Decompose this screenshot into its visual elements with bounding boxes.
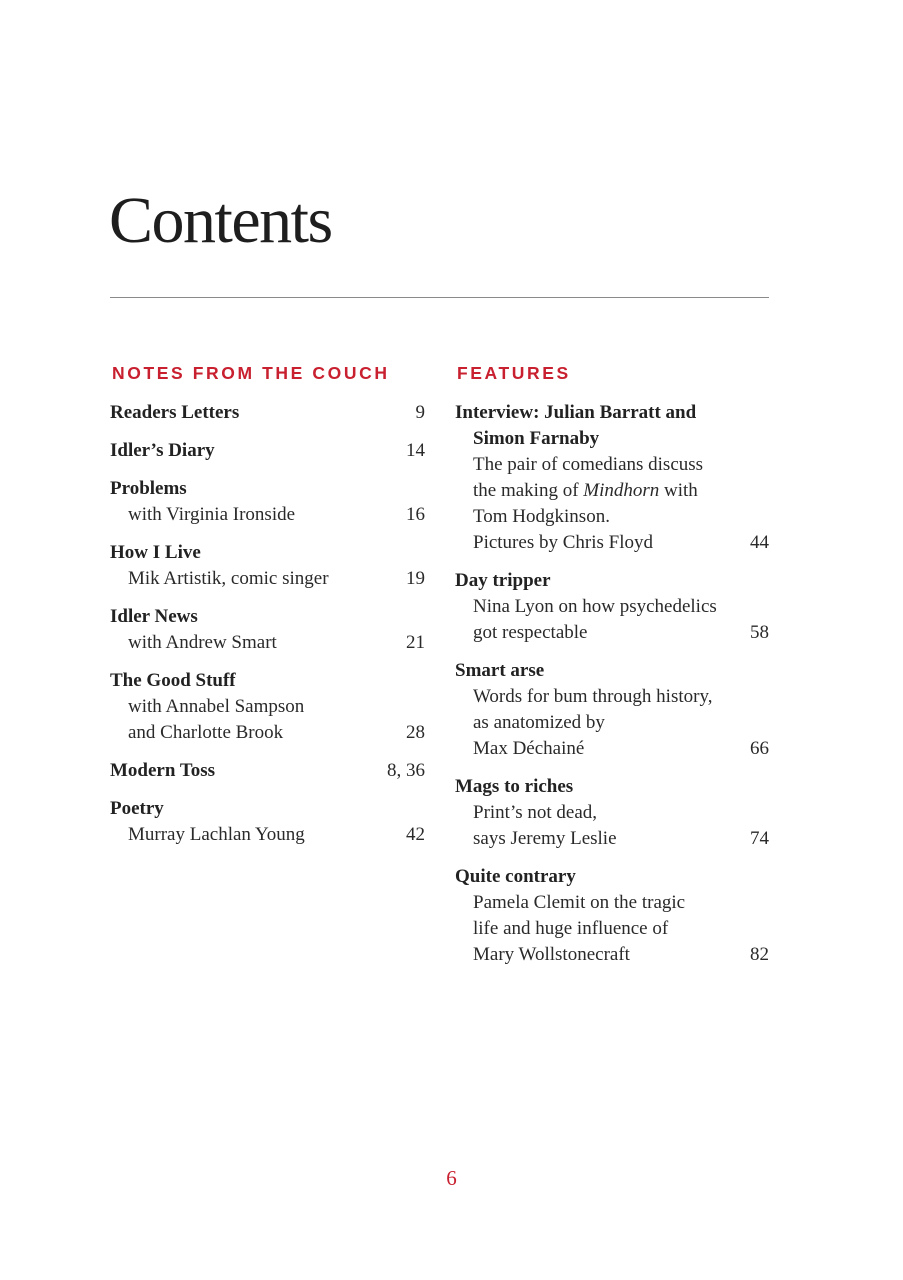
toc-entry[interactable]: [110, 438, 425, 464]
entry-description: The pair of comedians discuss: [473, 454, 704, 475]
entry-title: Problems: [110, 478, 187, 499]
page-number: 8, 36: [387, 760, 425, 781]
entry-title: The Good Stuff: [110, 670, 236, 691]
page-number: 82: [750, 944, 769, 965]
toc-entry[interactable]: [455, 864, 769, 968]
page-number: 74: [750, 828, 769, 849]
toc-entry[interactable]: [110, 796, 425, 848]
entry-title: How I Live: [110, 542, 201, 563]
page-number: 21: [406, 632, 425, 653]
entry-title: Interview: Julian Barratt and: [455, 402, 697, 423]
film-title: Mindhorn: [583, 480, 660, 501]
entry-description: Pictures by Chris Floyd: [473, 532, 653, 553]
toc-entry[interactable]: [110, 758, 425, 784]
page-title: Contents: [109, 184, 332, 257]
toc-entry[interactable]: [455, 658, 769, 762]
page-number: 42: [406, 824, 425, 845]
entry-title: Poetry: [110, 798, 164, 819]
entry-description: Nina Lyon on how psychedelics: [473, 596, 717, 617]
toc-entry[interactable]: [110, 604, 425, 656]
notes-column: [110, 362, 425, 860]
toc-entry[interactable]: [110, 668, 425, 746]
entry-title-continued: Simon Farnaby: [473, 428, 600, 449]
page-number: 28: [406, 722, 425, 743]
entry-description: Mik Artistik, comic singer: [128, 568, 329, 589]
page-number: 19: [406, 568, 425, 589]
toc-entry[interactable]: [455, 568, 769, 646]
entry-description: with Virginia Ironside: [128, 504, 296, 525]
entry-title: Mags to riches: [455, 776, 574, 797]
toc-entry[interactable]: [110, 400, 425, 426]
title-divider: [110, 297, 769, 298]
page-number: 14: [406, 440, 425, 461]
entry-description: with Annabel Sampson: [128, 696, 305, 717]
entry-description: Mary Wollstonecraft: [473, 944, 630, 965]
entry-description: got respectable: [473, 622, 588, 643]
entry-title: Modern Toss: [110, 760, 216, 781]
entry-description: [455, 478, 769, 504]
features-column: [455, 362, 769, 980]
entry-description: and Charlotte Brook: [128, 722, 284, 743]
entry-description: Print’s not dead,: [473, 802, 598, 823]
entry-description: Max Déchainé: [473, 738, 585, 759]
entry-description: says Jeremy Leslie: [473, 828, 617, 849]
toc-entry[interactable]: [110, 476, 425, 528]
entry-title: Idler News: [110, 606, 198, 627]
page-number: 66: [750, 738, 769, 759]
entry-description: Tom Hodgkinson.: [473, 506, 610, 527]
page-number: 58: [750, 622, 769, 643]
page-number: 16: [406, 504, 425, 525]
entry-description: life and huge influence of: [473, 918, 669, 939]
page-number: 44: [750, 532, 769, 553]
page-folio: 6: [446, 1166, 457, 1190]
entry-description: Murray Lachlan Young: [128, 824, 305, 845]
toc-entry[interactable]: [110, 540, 425, 592]
entry-description: with Andrew Smart: [128, 632, 277, 653]
entry-description: as anatomized by: [473, 712, 605, 733]
entry-description: Words for bum through history,: [473, 686, 713, 707]
section-heading-features: FEATURES: [457, 363, 571, 383]
toc-entry[interactable]: [455, 400, 769, 556]
entry-title: Readers Letters: [110, 402, 240, 423]
entry-description: Pamela Clemit on the tragic: [473, 892, 686, 913]
page-number: 9: [415, 402, 425, 423]
entry-title: Idler’s Diary: [110, 440, 215, 461]
entry-title: Quite contrary: [455, 866, 576, 887]
entry-description-text: with: [664, 480, 698, 501]
toc-entry[interactable]: [455, 774, 769, 852]
entry-description-text: the making of: [473, 480, 579, 501]
section-heading-notes: NOTES FROM THE COUCH: [112, 363, 390, 383]
entry-title: Day tripper: [455, 570, 551, 591]
entry-title: Smart arse: [455, 660, 545, 681]
